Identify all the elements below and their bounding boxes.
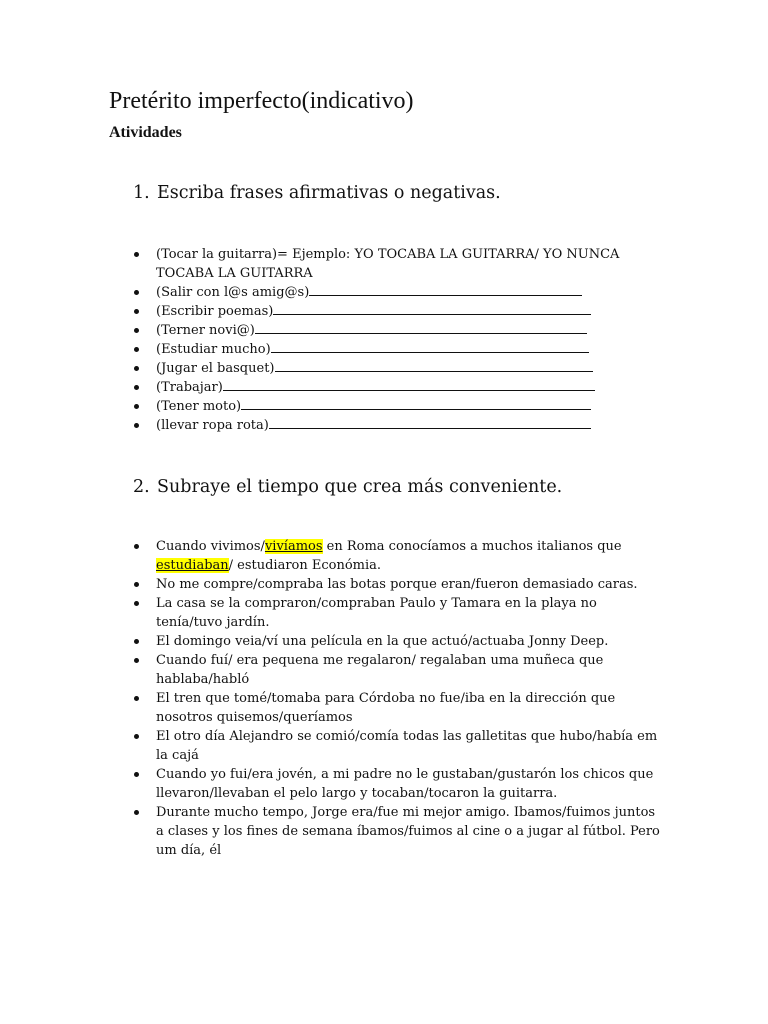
answer-blank (309, 283, 582, 296)
bullet-icon (134, 252, 139, 257)
list-item (134, 575, 664, 594)
list-item (134, 340, 664, 359)
section-2-heading (133, 475, 562, 499)
list-item (134, 321, 664, 340)
list-item (134, 416, 664, 435)
section-2-heading-text: Subraye el tiempo que crea más conveniente. (157, 477, 563, 497)
list-item (134, 651, 664, 689)
bullet-icon (134, 385, 139, 390)
list-item-text: El domingo veia/ví una película en la que actuó/actuaba Jonny Deep. (156, 634, 609, 649)
list-item-text: (Estudiar mucho) (156, 342, 271, 357)
list-item-text: (Escribir poemas) (156, 304, 274, 319)
list-item-text: (Tocar la guitarra)= Ejemplo: YO TOCABA LA GUITARRA/ YO NUNCA TOCABA LA GUITARRA (156, 247, 620, 281)
exercise-1-list (134, 245, 664, 435)
list-item (134, 689, 664, 727)
list-item-text: El tren que tomé/tomaba para Córdoba no fue/iba en la dirección que nosotros quisemos/queríamos (156, 691, 616, 725)
list-item-text: (Salir con l@s amig@s) (156, 285, 310, 300)
section-1-number: 1. (133, 183, 150, 203)
bullet-icon (134, 601, 139, 606)
answer-blank (273, 302, 591, 315)
list-item (134, 727, 664, 765)
list-item-text: (Jugar el basquet) (156, 361, 275, 376)
exercise-2-list (134, 537, 664, 860)
bullet-icon (134, 309, 139, 314)
list-item (134, 302, 664, 321)
page-subtitle: Atividades (109, 124, 182, 141)
answer-blank (269, 416, 591, 429)
list-item-text: en Roma conocíamos a muchos italianos que (322, 539, 622, 554)
list-item-text: Cuando yo fui/era jovén, a mi padre no le gustaban/gustarón los chicos que llevaron/llevaban el pelo largo y tocaban/tocaron la guitarra. (156, 767, 654, 801)
list-item (134, 283, 664, 302)
list-item (134, 245, 664, 283)
bullet-icon (134, 734, 139, 739)
answer-blank (255, 321, 587, 334)
bullet-icon (134, 639, 139, 644)
highlighted-answer: vivíamos (264, 539, 323, 554)
bullet-icon (134, 772, 139, 777)
bullet-icon (134, 347, 139, 352)
list-item (134, 594, 664, 632)
section-1-heading (133, 181, 501, 205)
list-item-text: (Trabajar) (156, 380, 223, 395)
list-item-text: (llevar ropa rota) (156, 418, 269, 433)
list-item-text: / estudiaron Económia. (228, 558, 382, 573)
list-item-text: No me compre/compraba las botas porque eran/fueron demasiado caras. (156, 577, 638, 592)
list-item (134, 537, 664, 575)
list-item (134, 765, 664, 803)
list-item-text: El otro día Alejandro se comió/comía todas las galletitas que hubo/había em la cajá (156, 729, 658, 763)
list-item-text: (Tener moto) (156, 399, 242, 414)
list-item (134, 359, 664, 378)
bullet-icon (134, 658, 139, 663)
bullet-icon (134, 328, 139, 333)
list-item (134, 632, 664, 651)
bullet-icon (134, 696, 139, 701)
answer-blank (241, 397, 591, 410)
bullet-icon (134, 423, 139, 428)
list-item-text: (Terner novi@) (156, 323, 255, 338)
section-1-heading-text: Escriba frases afirmativas o negativas. (157, 183, 501, 203)
list-item-text: La casa se la compraron/compraban Paulo y Tamara en la playa no tenía/tuvo jardín. (156, 596, 597, 630)
list-item-text: Cuando fuí/ era pequena me regalaron/ regalaban uma muñeca que hablaba/habló (156, 653, 604, 687)
list-item (134, 803, 664, 860)
bullet-icon (134, 544, 139, 549)
bullet-icon (134, 582, 139, 587)
list-item-text: Cuando vivimos/ (156, 539, 265, 554)
page-title: Pretérito imperfecto(indicativo) (109, 88, 414, 114)
answer-blank (223, 378, 595, 391)
bullet-icon (134, 810, 139, 815)
section-2-number: 2. (133, 477, 150, 497)
highlighted-answer: estudiaban (156, 558, 229, 573)
list-item-text: Durante mucho tempo, Jorge era/fue mi mejor amigo. Ibamos/fuimos juntos a clases y los fines de semana íbamos/fuimos al cine o a jugar al fútbol. Pero um día, él (156, 805, 660, 858)
bullet-icon (134, 366, 139, 371)
bullet-icon (134, 290, 139, 295)
answer-blank (271, 340, 589, 353)
answer-blank (275, 359, 593, 372)
bullet-icon (134, 404, 139, 409)
list-item (134, 378, 664, 397)
list-item (134, 397, 664, 416)
